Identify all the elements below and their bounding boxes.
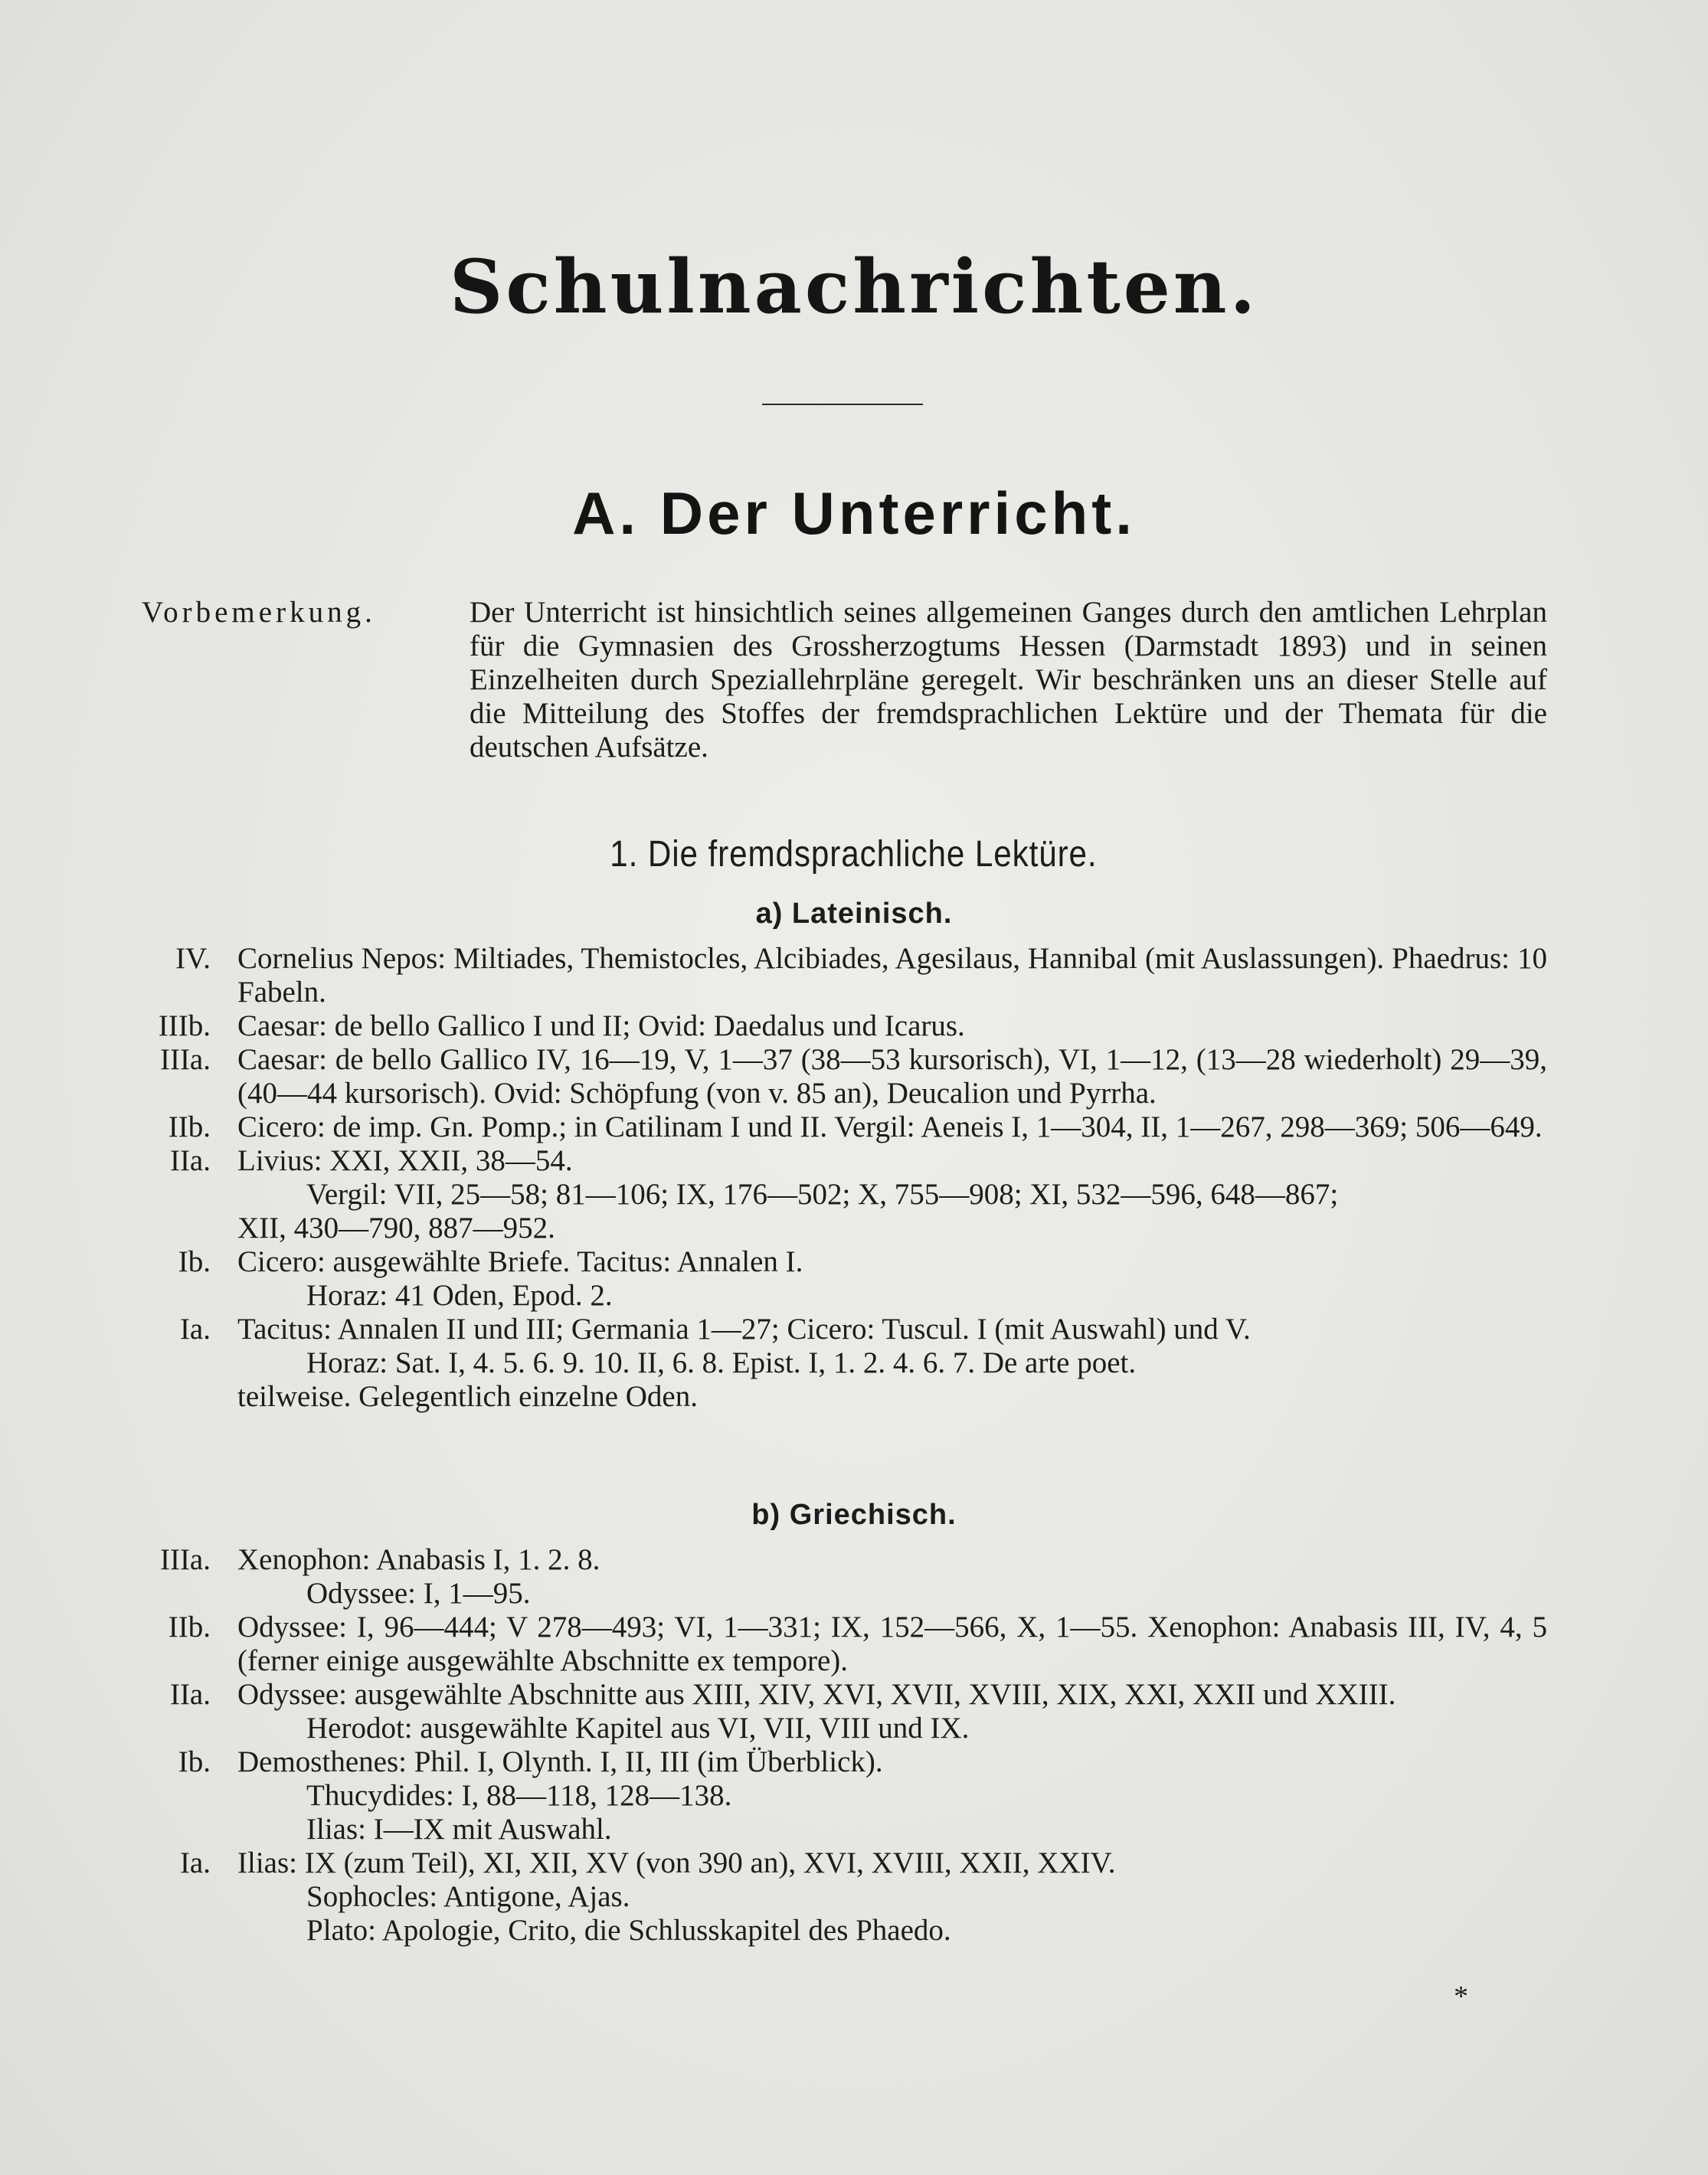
- latin-heading: a) Lateinisch.: [755, 898, 953, 930]
- class-label: IIb.: [168, 1611, 211, 1644]
- class-label: Ib.: [178, 1745, 211, 1778]
- list-item: [138, 1245, 1547, 1313]
- class-label: Ia.: [179, 1313, 211, 1346]
- preliminary-remark-text: Der Unterricht ist hinsichtlich seines allgemeinen Ganges durch den amtlichen Lehrplan für die Gymnasien des Grossherzogtums Hessen (Darmstadt 1893) und in seinen Einzelheiten durch Speziallehrpläne geregelt. Wir beschränken uns an dieser Stelle auf die Mitteilung des Stoffes der fremdsprachlichen Lektüre und der Themata für die deutschen Aufsätze.: [470, 596, 1547, 764]
- class-label: IIa.: [169, 1144, 211, 1177]
- greek-heading: b) Griechisch.: [751, 1499, 957, 1531]
- subsection-title: 1. Die fremdsprachliche Lektüre.: [610, 834, 1098, 875]
- reading-continuation: Herodot: ausgewählte Kapitel aus VI, VII, VIII und IX.: [306, 1712, 970, 1745]
- reading-continuation: Horaz: 41 Oden, Epod. 2.: [306, 1279, 613, 1312]
- list-item: [138, 1110, 1547, 1144]
- reading-text: Ilias: IX (zum Teil), XI, XII, XV (von 390 an), XVI, XVIII, XXII, XXIV.: [237, 1846, 1116, 1879]
- list-item: [138, 1611, 1547, 1678]
- latin-list: [138, 942, 1547, 1414]
- class-label: IV.: [175, 942, 211, 975]
- preliminary-remark-label: Vorbemerkung.: [142, 596, 376, 629]
- list-item: [138, 1678, 1547, 1745]
- list-item: [138, 942, 1547, 1009]
- reading-continuation: Ilias: I—IX mit Auswahl.: [306, 1813, 612, 1846]
- list-item: [138, 1313, 1547, 1414]
- reading-continuation: Horaz: Sat. I, 4. 5. 6. 9. 10. II, 6. 8. Epist. I, 1. 2. 4. 6. 7. De arte poet.: [306, 1346, 1137, 1379]
- footer-asterisk: *: [1454, 1980, 1468, 2013]
- reading-text: Odyssee: ausgewählte Abschnitte aus XIII, XIV, XVI, XVII, XVIII, XIX, XXI, XXII und XXIII.: [237, 1678, 1396, 1711]
- list-item: [138, 1745, 1547, 1846]
- class-label: Ia.: [179, 1846, 211, 1879]
- list-item: [138, 1043, 1547, 1110]
- class-label: IIb.: [168, 1110, 211, 1143]
- divider-rule: [762, 404, 923, 405]
- class-label: Ib.: [178, 1245, 211, 1278]
- list-item: [138, 1144, 1547, 1245]
- reading-text: Cicero: de imp. Gn. Pomp.; in Catilinam I und II. Vergil: Aeneis I, 1—304, II, 1—267, 298—369; 506—649.: [237, 1110, 1543, 1143]
- reading-continuation: XII, 430—790, 887—952.: [237, 1212, 555, 1244]
- class-label: IIIb.: [158, 1009, 211, 1042]
- reading-text: Caesar: de bello Gallico IV, 16—19, V, 1—37 (38—53 kursorisch), VI, 1—12, (13—28 wiederholt) 29—39, (40—44 kursorisch). Ovid: Schöpfung (von v. 85 an), Deucalion und Pyrrha.: [237, 1043, 1547, 1110]
- reading-continuation: Plato: Apologie, Crito, die Schlusskapitel des Phaedo.: [306, 1914, 951, 1947]
- section-title: A. Der Unterricht.: [572, 479, 1136, 547]
- reading-text: Xenophon: Anabasis I, 1. 2. 8.: [237, 1543, 600, 1576]
- reading-continuation: Odyssee: I, 1—95.: [306, 1577, 531, 1610]
- class-label: IIIa.: [159, 1543, 211, 1576]
- class-label: IIIa.: [159, 1043, 211, 1076]
- list-item: [138, 1543, 1547, 1611]
- list-item: [138, 1846, 1547, 1948]
- reading-continuation: Thucydides: I, 88—118, 128—138.: [306, 1779, 732, 1812]
- preliminary-remark: [142, 596, 1547, 764]
- reading-text: Cicero: ausgewählte Briefe. Tacitus: Annalen I.: [237, 1245, 803, 1278]
- reading-continuation: teilweise. Gelegentlich einzelne Oden.: [237, 1380, 698, 1413]
- reading-text: Demosthenes: Phil. I, Olynth. I, II, III (im Überblick).: [237, 1745, 883, 1778]
- reading-text: Cornelius Nepos: Miltiades, Themistocles, Alcibiades, Agesilaus, Hannibal (mit Auslassungen). Phaedrus: 10 Fabeln.: [237, 942, 1547, 1009]
- greek-list: [138, 1543, 1547, 1948]
- class-label: IIa.: [169, 1678, 211, 1711]
- reading-continuation: Sophocles: Antigone, Ajas.: [306, 1880, 630, 1913]
- reading-text: Caesar: de bello Gallico I und II; Ovid: Daedalus und Icarus.: [237, 1009, 965, 1042]
- reading-continuation: Vergil: VII, 25—58; 81—106; IX, 176—502; X, 755—908; XI, 532—596, 648—867;: [306, 1178, 1339, 1211]
- reading-text: Tacitus: Annalen II und III; Germania 1—27; Cicero: Tuscul. I (mit Auswahl) und V.: [237, 1313, 1251, 1346]
- reading-text: Odyssee: I, 96—444; V 278—493; VI, 1—331; IX, 152—566, X, 1—55. Xenophon: Anabasis III, IV, 4, 5 (ferner einige ausgewählte Abschnitte ex tempore).: [237, 1611, 1547, 1677]
- list-item: [138, 1009, 1547, 1043]
- page-heading: Schulnachrichten.: [449, 244, 1259, 330]
- reading-text: Livius: XXI, XXII, 38—54.: [237, 1144, 573, 1177]
